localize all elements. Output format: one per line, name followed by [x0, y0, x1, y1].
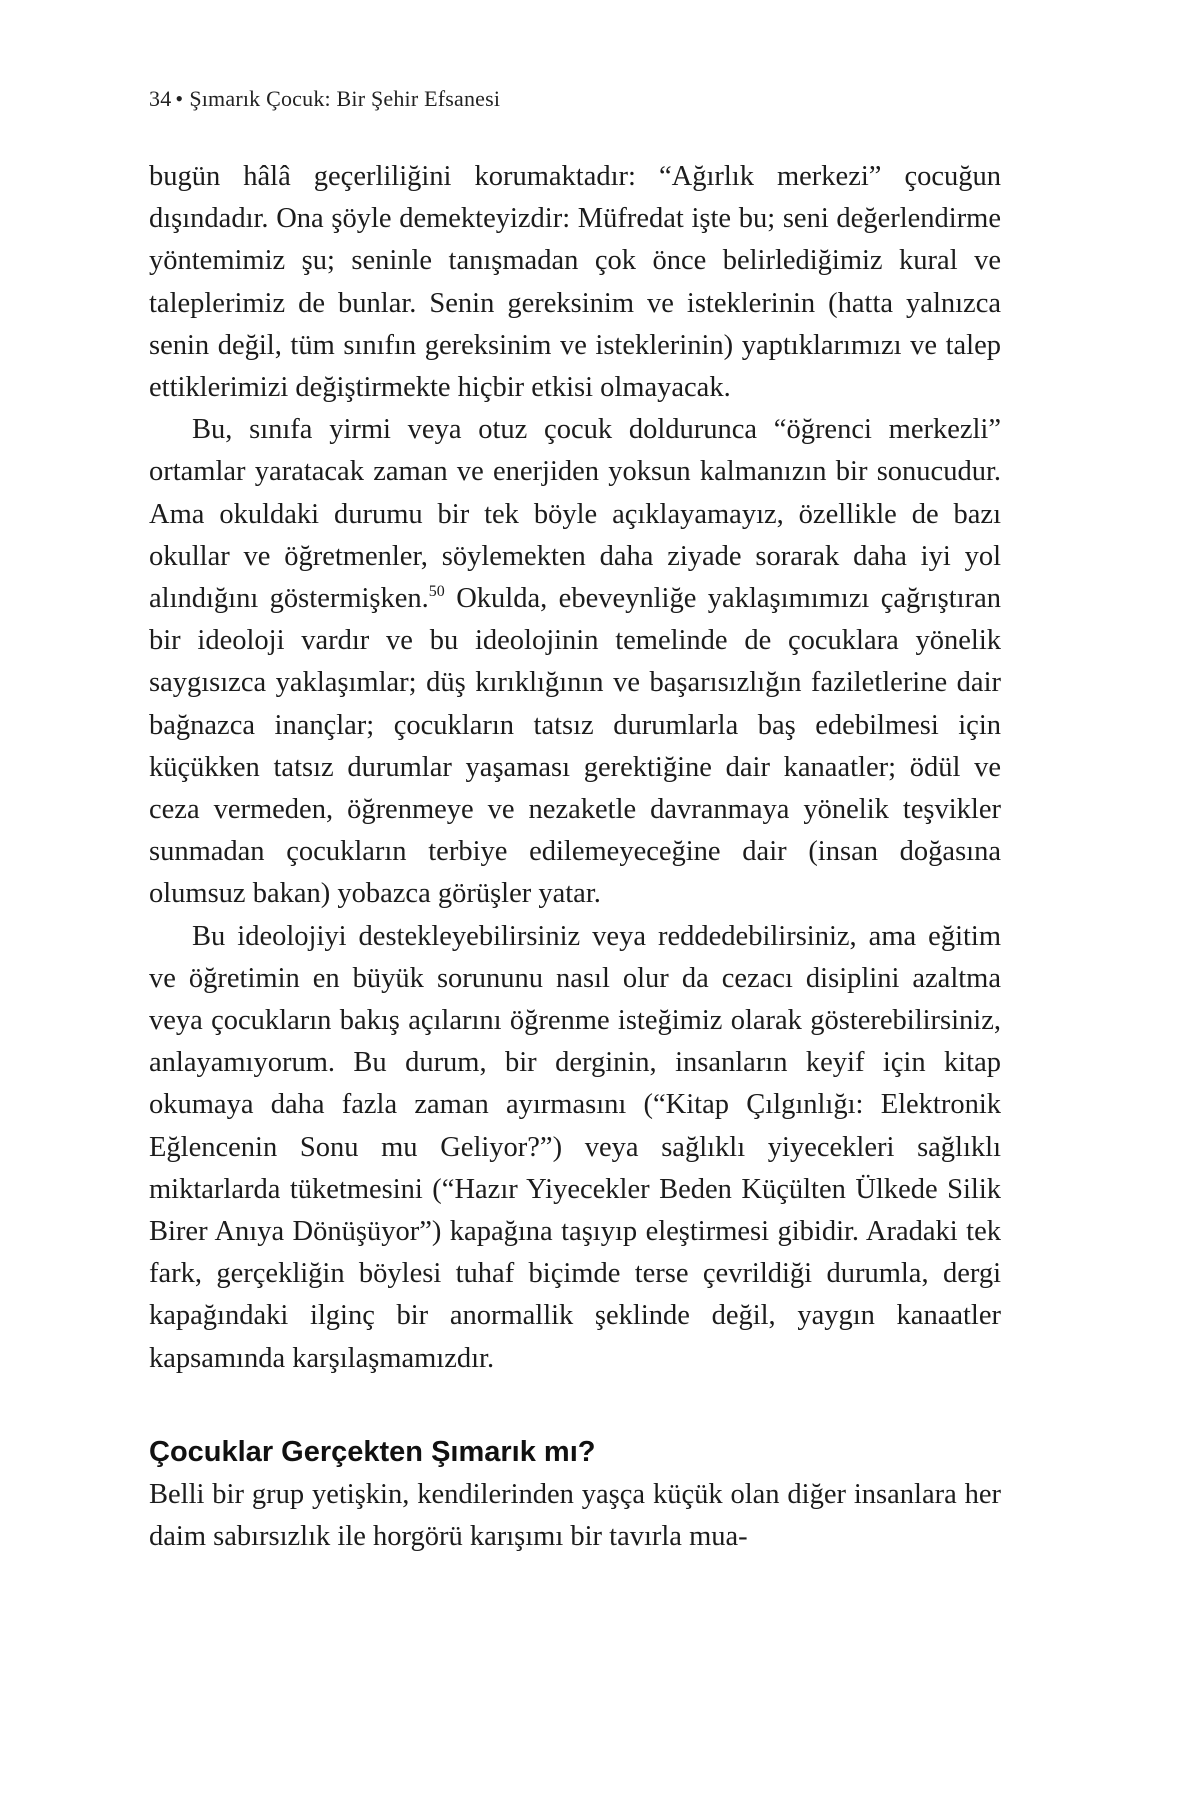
running-head	[149, 86, 500, 112]
paragraph-2	[149, 409, 1001, 915]
paragraph-1: bugün hâlâ geçerliliğini korumaktadır: “Ağırlık merkezi” çocuğun dışındadır. Ona şöyle demekteyizdir: Müfredat işte bu; seni değerlendirme yöntemimiz şu; seninle tanışmadan çok önce belirlediğimiz kural ve taleplerimiz de bunlar. Senin gereksinim ve isteklerinin (hatta yalnızca senin değil, tüm sınıfın gereksinim ve isteklerinin) yaptıklarımızı ve talep ettiklerimizi değiştirmekte hiçbir etkisi olmayacak.	[149, 161, 1001, 404]
footnote-reference: 50	[428, 583, 445, 601]
paragraph-2-text-before-note: Bu, sınıfa yirmi veya otuz çocuk doldurunca “öğrenci merkezli” ortamlar yaratacak zaman ve enerjiden yoksun kalmanızın bir sonucudur. Ama okuldaki durumu bir tek böyle açıklayamayız, özellikle de bazı okullar ve öğretmenler, söylemekten daha ziyade sorarak daha iyi yol alındığını göstermişken.	[149, 414, 1001, 615]
section-heading: Çocuklar Gerçekten Şımarık mı?	[149, 1435, 596, 1468]
body-text	[149, 156, 1001, 1558]
page-number: 34	[149, 86, 172, 111]
section-paragraph: Belli bir grup yetişkin, kendilerinden yaşça küçük olan diğer insanlara her daim sabırsızlık ile horgörü karışımı bir tavırla mua-	[149, 1478, 1001, 1553]
paragraph-2-text-after-note: Okulda, ebeveynliğe yaklaşımımızı çağrıştıran bir ideoloji vardır ve bu ideolojinin temelinde de çocuklara yönelik saygısızca yaklaşımlar; düş kırıklığının ve başarısızlığın faziletlerine dair bağnazca inançlar; çocukların tatsız durumlarla baş edebilmesi için küçükken tatsız durumlar yaşaması gerektiğine dair kanaatler; ödül ve ceza vermeden, öğrenmeye ve nezaketle davranmaya yönelik teşvikler sunmadan çocukların terbiye edilemeyeceğine dair (insan doğasına olumsuz bakan) yobazca görüşler yatar.	[149, 583, 1001, 910]
header-separator: •	[175, 86, 184, 111]
paragraph-3: Bu ideolojiyi destekleyebilirsiniz veya reddedebilirsiniz, ama eğitim ve öğretimin en büyük sorununu nasıl olur da cezacı disiplini azaltma veya çocukların bakış açılarını öğrenme isteğimiz olarak gösterebilirsiniz, anlayamıyorum. Bu durum, bir derginin, insanların keyif için kitap okumaya daha fazla zaman ayırmasını (“Kitap Çılgınlığı: Elektronik Eğlencenin Sonu mu Geliyor?”) veya sağlıklı yiyecekleri sağlıklı miktarlarda tüketmesini (“Hazır Yiyecekler Beden Küçülten Ülkede Silik Birer Anıya Dönüşüyor”) kapağına taşıyıp eleştirmesi gibidir. Aradaki tek fark, gerçekliğin böylesi tuhaf biçimde terse çevrildiği durumla, dergi kapağındaki ilginç bir anormallik şeklinde değil, yaygın kanaatler kapsamında karşılaşmamızdır.	[149, 920, 1001, 1374]
book-title: Şımarık Çocuk: Bir Şehir Efsanesi	[189, 86, 501, 111]
